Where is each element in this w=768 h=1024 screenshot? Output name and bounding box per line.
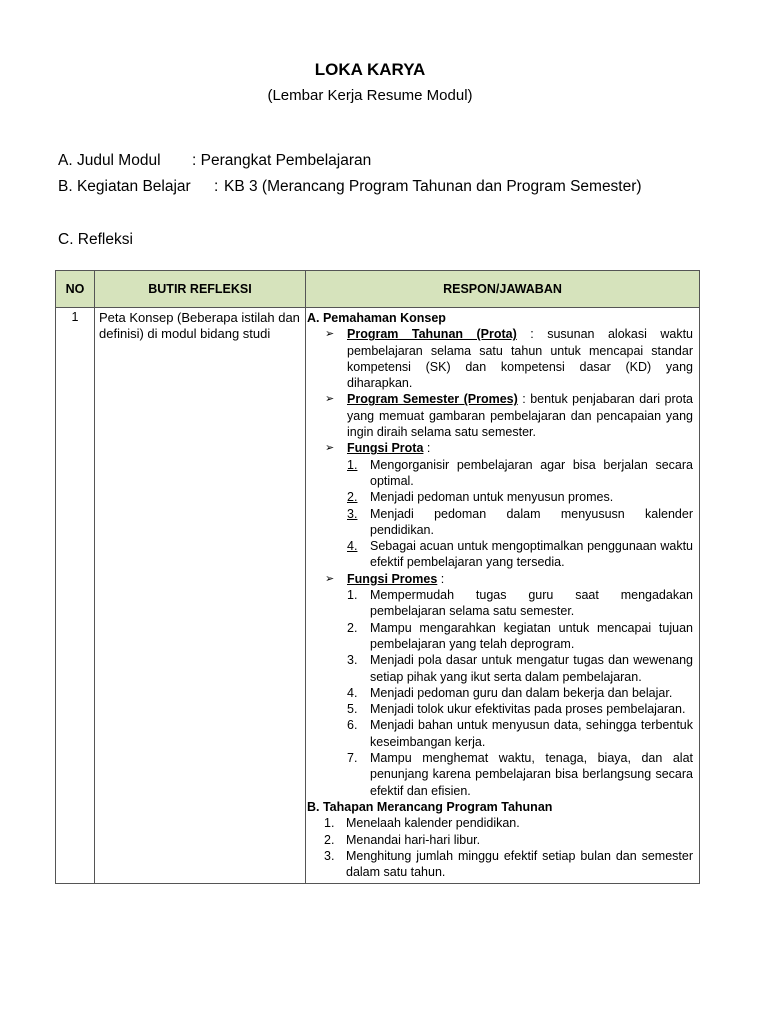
item-text: Sebagai acuan untuk mengoptimalkan penggunaan waktu efektif pembelajaran yang tersedia. (370, 539, 693, 570)
list-item (347, 587, 693, 620)
section-b-heading: B. Tahapan Merancang Program Tahunan (307, 799, 553, 814)
item-text: Menelaah kalender pendidikan. (346, 816, 520, 831)
list-item (347, 701, 693, 717)
list-item (324, 832, 693, 848)
def-promes: : bentuk penjabaran dari prota yang memuat gambaran pembelajaran dan pencapaian yang ingin diraih selama satu semester. (347, 392, 693, 440)
field-value: Perangkat Pembelajaran (200, 152, 372, 169)
list-item (347, 652, 693, 685)
item-number: 7. (347, 751, 358, 766)
item-text: Menjadi pedoman dalam menyususn kalender pendidikan. (370, 506, 693, 537)
item-text: Menjadi pedoman untuk menyusun promes. (370, 490, 614, 505)
list-item (347, 750, 693, 799)
item-text: Mempermudah tugas guru saat mengadakan pembelajaran selama satu semester. (370, 588, 693, 619)
row-response (306, 308, 700, 884)
arrow-bullet-icon: ➢ (325, 393, 335, 406)
item-number: 1. (347, 457, 358, 472)
item-text: Menjadi bahan untuk menyusun data, sehingga terbentuk keseimbangan kerja. (370, 718, 693, 749)
list-fungsi-promes (307, 587, 693, 799)
field-value: KB 3 (Merancang Program Tahunan dan Program Semester) (224, 178, 642, 195)
row-butir: Peta Konsep (Beberapa istilah dan definisi) di modul bidang studi (95, 308, 306, 884)
header-butir-refleksi: BUTIR REFLEKSI (95, 271, 306, 308)
table-header-row (56, 271, 700, 308)
document-title: LOKA KARYA (314, 60, 426, 79)
list-tahapan (307, 815, 693, 880)
term-prota: Program Tahunan (Prota) (347, 327, 517, 342)
item-text: Menghitung jumlah minggu efektif setiap bulan dan semester dalam satu tahun. (346, 848, 693, 880)
list-item (347, 457, 693, 490)
item-number: 1. (347, 588, 358, 603)
list-item (324, 848, 693, 881)
header-respon-jawaban: RESPON/JAWABAN (306, 271, 700, 308)
item-text: Mampu menghemat waktu, tenaga, biaya, dan alat penunjang karena pembelajaran bisa berlangsung secara efektif dan efisien. (370, 751, 693, 798)
reflection-table (55, 270, 700, 884)
list-item (347, 489, 693, 505)
item-text: Mampu mengarahkan kegiatan untuk mencapai tujuan pembelajaran yang telah deprogram. (370, 620, 693, 651)
item-number: 2. (324, 832, 335, 847)
bullet-promes (307, 391, 693, 440)
item-text: Menjadi pola dasar untuk mengatur tugas dan wewenang setiap pihak yang ikut serta dalam pembelajaran. (370, 653, 693, 684)
header-no: NO (56, 271, 95, 308)
colon: : (440, 571, 445, 586)
field-label: C. Refleksi (58, 231, 133, 248)
list-item (347, 506, 693, 539)
item-text: Menjadi tolok ukur efektivitas pada proses pembelajaran. (370, 702, 686, 717)
table-row (56, 308, 700, 884)
arrow-bullet-icon: ➢ (325, 572, 335, 585)
item-number: 3. (347, 506, 358, 521)
item-number: 1. (324, 816, 335, 831)
item-number: 5. (347, 702, 358, 717)
field-judul-modul (58, 152, 371, 170)
item-number: 4. (347, 539, 358, 554)
item-text: Mengorganisir pembelajaran agar bisa berjalan secara optimal. (370, 457, 693, 488)
field-colon: : (192, 152, 197, 169)
item-text: Menjadi pedoman guru dan dalam bekerja dan belajar. (370, 685, 673, 700)
item-number: 4. (347, 685, 358, 700)
bullet-prota (307, 326, 693, 391)
list-item (324, 815, 693, 831)
item-number: 6. (347, 718, 358, 733)
item-text: Menandai hari-hari libur. (346, 832, 481, 847)
bullet-fungsi-promes (307, 571, 693, 587)
field-label: A. Judul Modul (58, 152, 161, 169)
field-label: B. Kegiatan Belajar (58, 178, 191, 195)
bullet-fungsi-prota (307, 440, 693, 456)
arrow-bullet-icon: ➢ (325, 328, 335, 341)
field-kegiatan-belajar (58, 177, 644, 197)
field-refleksi (58, 231, 133, 249)
item-number: 3. (324, 848, 335, 863)
field-colon: : (214, 178, 219, 195)
list-item (347, 685, 693, 701)
arrow-bullet-icon: ➢ (325, 442, 335, 455)
def-prota: : susunan alokasi waktu pembelajaran selama satu tahun untuk mencapai standar kompetensi (SK) dan kompetensi dasar (KD) yang diharapkan. (347, 327, 694, 391)
colon: : (426, 441, 431, 456)
term-promes: Program Semester (Promes) (347, 392, 518, 407)
document-subtitle: (Lembar Kerja Resume Modul) (267, 87, 473, 104)
row-number: 1 (56, 308, 95, 884)
item-number: 2. (347, 620, 358, 635)
list-item (347, 538, 693, 571)
term-fungsi-promes: Fungsi Promes (347, 571, 438, 586)
section-a-heading: A. Pemahaman Konsep (307, 311, 446, 325)
list-item (347, 717, 693, 750)
term-fungsi-prota: Fungsi Prota (347, 441, 424, 456)
list-fungsi-prota (307, 457, 693, 571)
item-number: 3. (347, 653, 358, 668)
item-number: 2. (347, 490, 358, 505)
list-item (347, 620, 693, 653)
